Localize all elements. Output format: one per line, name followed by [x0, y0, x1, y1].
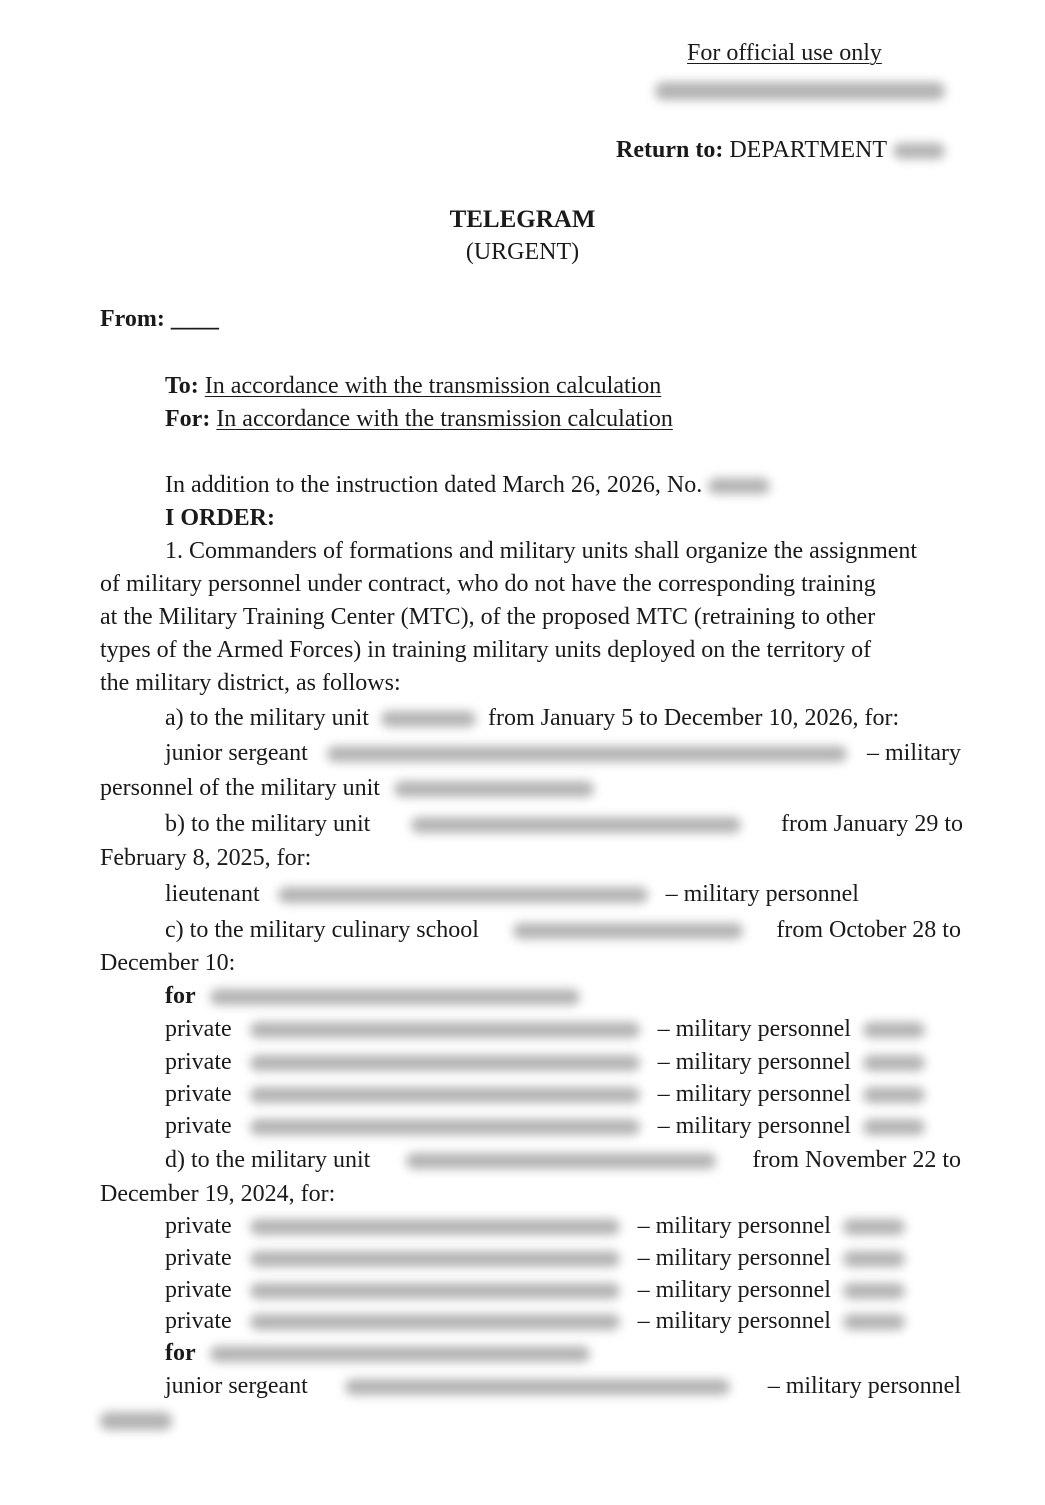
redacted-unit	[863, 1022, 925, 1038]
item-d-for: for	[165, 1340, 196, 1366]
for-value: In accordance with the transmission calculation	[216, 406, 673, 432]
row-role: – military personnel	[637, 1277, 831, 1303]
redacted-unit	[411, 817, 741, 833]
item-b-suffix: from January 29 to	[781, 811, 963, 837]
redacted-name	[345, 1379, 730, 1395]
redacted-instruction-number	[708, 478, 770, 494]
classification-stamp: For official use only	[687, 40, 882, 66]
item-b-prefix: b) to the military unit	[165, 811, 371, 837]
p1-line-5: the military district, as follows:	[100, 670, 401, 696]
item-d-row	[165, 1242, 905, 1275]
item-c-prefix: c) to the military culinary school	[165, 917, 479, 943]
item-c-line-1	[165, 914, 961, 947]
item-a-line-1	[165, 702, 899, 735]
item-c-suffix: from October 28 to	[776, 917, 961, 943]
item-c-row	[165, 1110, 925, 1143]
return-to-label: Return to:	[616, 137, 724, 163]
item-a-line-2	[165, 737, 961, 770]
item-d-line-2: December 19, 2024, for:	[100, 1181, 336, 1207]
for-label: For:	[165, 406, 211, 432]
last-rank: junior sergeant	[165, 1373, 308, 1399]
item-b-rank: lieutenant	[165, 881, 260, 907]
item-a-rank: junior sergeant	[165, 740, 308, 766]
item-a-line-3	[100, 772, 594, 805]
redacted-unit	[843, 1314, 905, 1330]
item-b-line-1	[165, 808, 963, 841]
redacted-unit	[406, 1153, 716, 1169]
item-d-last-line	[165, 1370, 961, 1403]
paragraph-1-line	[100, 667, 967, 700]
document-title: TELEGRAM	[449, 206, 596, 233]
p1-line-3: at the Military Training Center (MTC), of the proposed MTC (retraining to other	[100, 604, 876, 630]
row-rank: private	[165, 1213, 232, 1239]
redacted-name	[327, 746, 847, 762]
paragraph-1-line	[100, 634, 967, 667]
redacted-unit	[863, 1087, 925, 1103]
row-role: – military personnel	[637, 1245, 831, 1271]
p1-line-2: of military personnel under contract, who do not have the corresponding training	[100, 571, 876, 597]
item-c-row	[165, 1078, 925, 1111]
row-rank: private	[165, 1245, 232, 1271]
redacted-name	[250, 1022, 640, 1038]
item-b-line-3	[165, 878, 859, 911]
row-rank: private	[165, 1113, 232, 1139]
redacted-name	[250, 1119, 640, 1135]
p1-line-1: 1. Commanders of formations and military units shall organize the assignment	[165, 538, 918, 564]
paragraph-1-line	[100, 601, 967, 634]
paragraph-1-line	[100, 568, 967, 601]
item-a-unit-text: personnel of the military unit	[100, 775, 380, 801]
row-role: – military personnel	[657, 1113, 851, 1139]
to-line	[165, 370, 661, 403]
return-to-value: DEPARTMENT	[729, 137, 887, 163]
item-c-for-line	[165, 980, 580, 1013]
from-line	[100, 303, 219, 336]
row-rank: private	[165, 1049, 232, 1075]
redacted-unit	[394, 781, 594, 797]
row-role: – military personnel	[657, 1081, 851, 1107]
item-d-row	[165, 1305, 905, 1338]
row-role: – military personnel	[657, 1049, 851, 1075]
last-role: – military personnel	[767, 1373, 961, 1399]
item-a-role: – military	[867, 740, 961, 766]
redacted-registration-number	[655, 82, 945, 100]
redacted-unit	[210, 1346, 590, 1362]
return-to-line	[616, 134, 945, 167]
row-role: – military personnel	[637, 1213, 831, 1239]
redacted-department	[893, 143, 945, 159]
item-c-for: for	[165, 983, 196, 1009]
for-line	[165, 403, 673, 436]
item-d-prefix: d) to the military unit	[165, 1147, 371, 1173]
item-b-role: – military personnel	[665, 881, 859, 907]
redacted-unit	[843, 1251, 905, 1267]
redacted-unit	[210, 989, 580, 1005]
to-label: To:	[165, 373, 199, 399]
row-role: – military personnel	[637, 1308, 831, 1334]
order-heading: I ORDER:	[165, 505, 276, 531]
intro-line	[165, 469, 770, 502]
redacted-unit	[843, 1219, 905, 1235]
from-label: From:	[100, 306, 165, 332]
item-c-row	[165, 1046, 925, 1079]
row-rank: private	[165, 1308, 232, 1334]
redacted-unit	[843, 1283, 905, 1299]
item-a-prefix: a) to the military unit	[165, 705, 369, 731]
row-rank: private	[165, 1081, 232, 1107]
from-value: ____	[170, 306, 219, 332]
p1-line-4: types of the Armed Forces) in training military units deployed on the territory of	[100, 637, 872, 663]
intro-text: In addition to the instruction dated March 26, 2026, No.	[165, 472, 703, 498]
item-d-for-line	[165, 1337, 590, 1370]
redacted-unit	[863, 1119, 925, 1135]
redacted-name	[250, 1055, 640, 1071]
redacted-unit	[863, 1055, 925, 1071]
redacted-name	[250, 1314, 620, 1330]
item-d-suffix: from November 22 to	[752, 1147, 961, 1173]
redacted-name	[250, 1087, 640, 1103]
redacted-name	[250, 1251, 620, 1267]
paragraph-1-line	[100, 535, 967, 568]
redacted-school	[513, 923, 743, 939]
redacted-name	[278, 887, 648, 903]
document-urgency: (URGENT)	[465, 239, 580, 265]
redacted-name	[250, 1283, 620, 1299]
item-b-line-2: February 8, 2025, for:	[100, 845, 312, 871]
paragraph-1	[100, 535, 967, 700]
item-c-line-2: December 10:	[100, 950, 236, 976]
item-d-line-1	[165, 1144, 961, 1177]
item-d-row	[165, 1210, 905, 1243]
row-role: – military personnel	[657, 1016, 851, 1042]
item-d-row	[165, 1274, 905, 1307]
item-c-row	[165, 1013, 925, 1046]
redacted-name	[250, 1219, 620, 1235]
redacted-unit	[100, 1412, 172, 1430]
row-rank: private	[165, 1277, 232, 1303]
to-value: In accordance with the transmission calculation	[204, 373, 662, 399]
row-rank: private	[165, 1016, 232, 1042]
item-a-suffix: from January 5 to December 10, 2026, for:	[487, 705, 900, 731]
redacted-unit	[381, 711, 476, 727]
